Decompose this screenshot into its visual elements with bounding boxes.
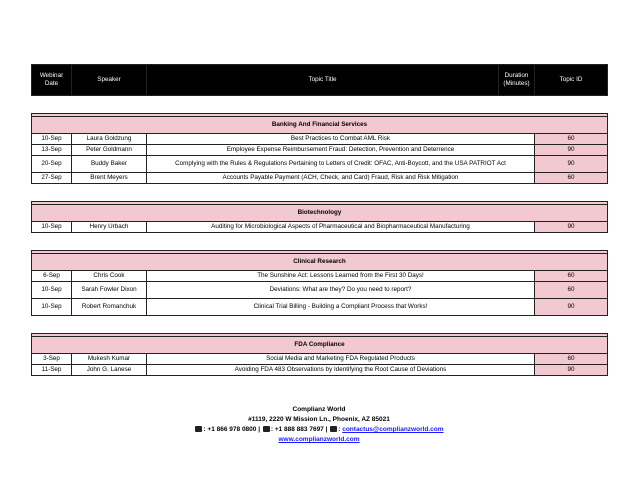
cell-title: The Sunshine Act: Lessons Learned from the First 30 Days! bbox=[147, 271, 535, 282]
section-header bbox=[32, 205, 608, 222]
cell-duration: 90 bbox=[535, 145, 608, 156]
cell-title: Avoiding FDA 483 Observations by Identifying the Root Cause of Deviations bbox=[147, 365, 535, 376]
cell-date: 10-Sep bbox=[32, 299, 72, 316]
cell-speaker: Brent Meyers bbox=[72, 173, 147, 184]
cell-date: 10-Sep bbox=[32, 222, 72, 233]
cell-title: Deviations: What are they? Do you need to report? bbox=[147, 282, 535, 299]
cell-duration: 60 bbox=[535, 271, 608, 282]
header-row bbox=[32, 65, 608, 96]
table-row bbox=[32, 222, 608, 233]
cell-date: 10-Sep bbox=[32, 134, 72, 145]
footer-email-link[interactable]: contactus@complianzworld.com bbox=[342, 426, 444, 433]
cell-speaker: Peter Goldmann bbox=[72, 145, 147, 156]
footer-contact bbox=[0, 425, 638, 435]
cell-title: Auditing for Microbiological Aspects of Pharmaceutical and Biopharmaceutical Manufacturing bbox=[147, 222, 535, 233]
section-gap bbox=[32, 184, 608, 202]
footer-phone: : +1 866 978 0800 | bbox=[203, 426, 261, 433]
footer bbox=[0, 405, 638, 445]
gap-cell bbox=[32, 233, 608, 251]
footer-email-prefix: : bbox=[338, 426, 343, 433]
table-row bbox=[32, 365, 608, 376]
cell-date: 6-Sep bbox=[32, 271, 72, 282]
cell-duration: 90 bbox=[535, 222, 608, 233]
fax-icon bbox=[263, 426, 270, 432]
footer-fax: : +1 888 883 7697 | bbox=[270, 426, 328, 433]
webinar-schedule bbox=[31, 64, 607, 376]
cell-date: 27-Sep bbox=[32, 173, 72, 184]
footer-address: #1119, 2220 W Mission Ln., Phoenix, AZ 85021 bbox=[248, 416, 390, 423]
cell-title: Best Practices to Combat AML Risk bbox=[147, 134, 535, 145]
section-gap bbox=[32, 316, 608, 334]
cell-duration: 60 bbox=[535, 134, 608, 145]
cell-speaker: Robert Romanchuk bbox=[72, 299, 147, 316]
table-row bbox=[32, 134, 608, 145]
gap-cell bbox=[32, 316, 608, 334]
cell-speaker: Chris Cook bbox=[72, 271, 147, 282]
gap-cell bbox=[32, 96, 608, 114]
col-header-topic-id: Topic ID bbox=[535, 65, 608, 96]
section-header bbox=[32, 254, 608, 271]
table-row bbox=[32, 354, 608, 365]
table-row bbox=[32, 173, 608, 184]
col-header-duration: Duration (Minutes) bbox=[499, 65, 535, 96]
cell-speaker: Mukesh Kumar bbox=[72, 354, 147, 365]
cell-duration: 60 bbox=[535, 282, 608, 299]
cell-duration: 60 bbox=[535, 173, 608, 184]
section-gap bbox=[32, 96, 608, 114]
section-title: Clinical Research bbox=[32, 254, 608, 271]
footer-website-link[interactable]: www.complianzworld.com bbox=[278, 436, 360, 443]
cell-speaker: John G. Lanese bbox=[72, 365, 147, 376]
phone-icon bbox=[195, 426, 202, 432]
cell-duration: 90 bbox=[535, 365, 608, 376]
cell-duration: 60 bbox=[535, 354, 608, 365]
schedule-table bbox=[31, 64, 608, 376]
col-header-title: Topic Title bbox=[147, 65, 499, 96]
cell-speaker: Henry Urbach bbox=[72, 222, 147, 233]
cell-date: 20-Sep bbox=[32, 156, 72, 173]
table-row bbox=[32, 145, 608, 156]
cell-date: 10-Sep bbox=[32, 282, 72, 299]
table-row bbox=[32, 299, 608, 316]
section-gap bbox=[32, 233, 608, 251]
section-title: Banking And Financial Services bbox=[32, 117, 608, 134]
cell-title: Clinical Trial Billing - Building a Compliant Process that Works! bbox=[147, 299, 535, 316]
table-row bbox=[32, 156, 608, 173]
cell-title: Complying with the Rules & Regulations Pertaining to Letters of Credit: OFAC, Anti-Boycott, and the USA PATRIOT Act bbox=[147, 156, 535, 173]
cell-title: Accounts Payable Payment (ACH, Check, and Card) Fraud, Risk and Risk Mitigation bbox=[147, 173, 535, 184]
cell-date: 13-Sep bbox=[32, 145, 72, 156]
section-header bbox=[32, 117, 608, 134]
col-header-date: Webinar Date bbox=[32, 65, 72, 96]
cell-speaker: Laura Goldzung bbox=[72, 134, 147, 145]
cell-duration: 90 bbox=[535, 156, 608, 173]
cell-speaker: Sarah Fowler Dixon bbox=[72, 282, 147, 299]
table-row bbox=[32, 282, 608, 299]
col-header-speaker: Speaker bbox=[72, 65, 147, 96]
cell-date: 3-Sep bbox=[32, 354, 72, 365]
cell-title: Social Media and Marketing FDA Regulated Products bbox=[147, 354, 535, 365]
cell-speaker: Buddy Baker bbox=[72, 156, 147, 173]
cell-duration: 90 bbox=[535, 299, 608, 316]
section-title: Biotechnology bbox=[32, 205, 608, 222]
section-header bbox=[32, 337, 608, 354]
email-icon bbox=[330, 426, 337, 432]
gap-cell bbox=[32, 184, 608, 202]
footer-company: Complianz World bbox=[292, 406, 346, 413]
section-title: FDA Compliance bbox=[32, 337, 608, 354]
cell-title: Employee Expense Reimbursement Fraud: Detection, Prevention and Deterrence bbox=[147, 145, 535, 156]
cell-date: 11-Sep bbox=[32, 365, 72, 376]
table-row bbox=[32, 271, 608, 282]
